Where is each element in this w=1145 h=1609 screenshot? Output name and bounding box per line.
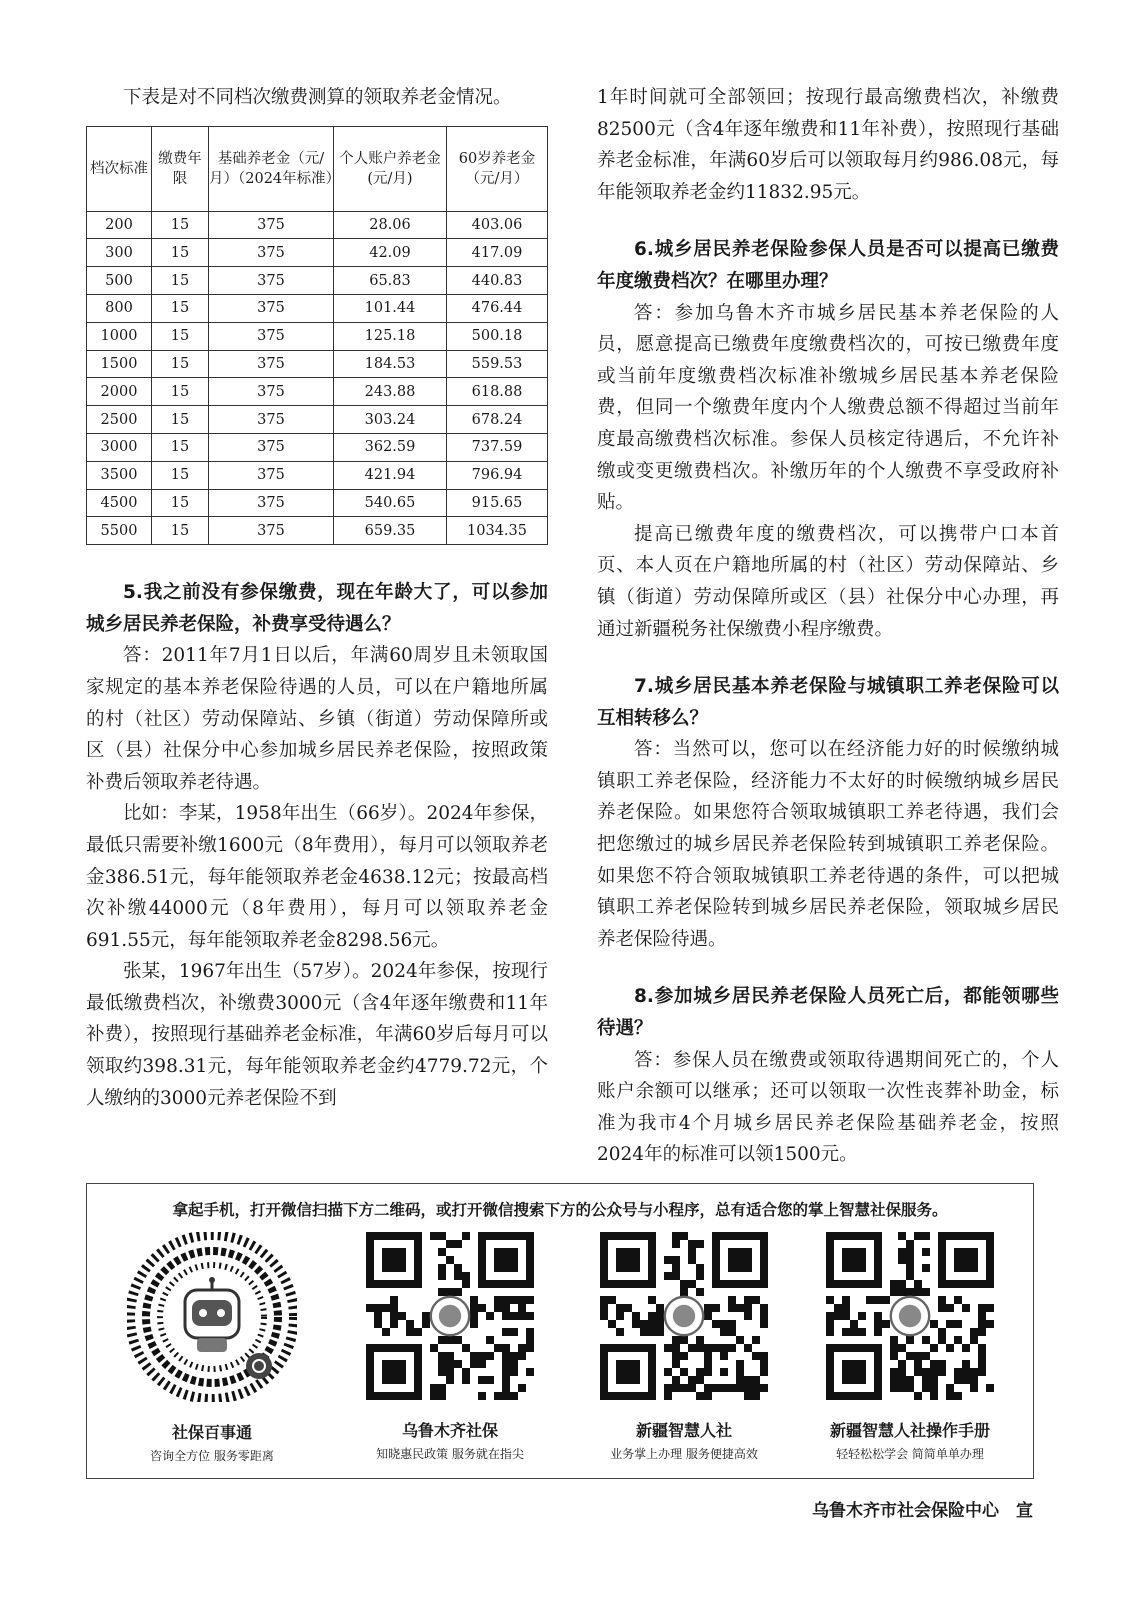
- qr-panel-title: 拿起手机，打开微信扫描下方二维码，或打开微信搜索下方的公众号与小程序，总有适合您的掌上智慧社保服务。: [172, 1201, 948, 1219]
- q7-answer: 答：当然可以，您可以在经济能力好的时候缴纳城镇职工养老保险，经济能力不太好的时候缴纳城乡居民养老保险。如果您符合领取城镇职工养老待遇，我们会把您缴过的城乡居民养老保险转到城镇职工养老保险。如果您不符合领取城镇职工养老待遇的条件，可以把城镇职工养老保险转到城乡居民养老保险，领取城乡居民养老保险待遇。: [597, 739, 1059, 950]
- table-cell: 375: [209, 406, 334, 434]
- table-cell: 403.06: [447, 211, 548, 239]
- table-cell: 375: [209, 322, 334, 350]
- table-row: [87, 489, 548, 517]
- pension-table: [86, 126, 548, 546]
- table-cell: 42.09: [334, 239, 447, 267]
- table-cell: 15: [152, 239, 209, 267]
- qr-subtitle: 轻轻松松学会 简简单单办理: [836, 1447, 984, 1461]
- table-row: [87, 406, 548, 434]
- table-cell: 375: [209, 461, 334, 489]
- table-row: [87, 239, 548, 267]
- table-cell: 15: [152, 406, 209, 434]
- table-cell: 2000: [87, 378, 152, 406]
- q6-answer: 答：参加乌鲁木齐市城乡居民基本养老保险的人员，愿意提高已缴费年度缴费档次的，可按已缴费年度或当前年度缴费档次标准补缴城乡居民基本养老保险费，但同一个缴费年度内个人缴费总额不得超过当前年度最高缴费档次标准。参保人员核定待遇后，不允许补缴或变更缴费档次。补缴历年的个人缴费不享受政府补贴。: [597, 302, 1059, 514]
- table-row: [87, 517, 548, 545]
- table-cell: 1034.35: [447, 517, 548, 545]
- q6-where: 提高已缴费年度的缴费档次，可以携带户口本首页、本人页在户籍地所属的村（社区）劳动保障站、乡镇（街道）劳动保障所或区（县）社保分中心办理，再通过新疆税务社保缴费小程序缴费。: [597, 523, 1059, 640]
- table-cell: 65.83: [334, 267, 447, 295]
- table-cell: 540.65: [334, 489, 447, 517]
- table-cell: 678.24: [447, 406, 548, 434]
- table-cell: 101.44: [334, 294, 447, 322]
- table-cell: 476.44: [447, 294, 548, 322]
- table-cell: 3500: [87, 461, 152, 489]
- table-cell: 303.24: [334, 406, 447, 434]
- q6-title: 6.城乡居民养老保险参保人员是否可以提高已缴费年度缴费档次？在哪里办理？: [597, 239, 1059, 292]
- table-cell: 4500: [87, 489, 152, 517]
- q5-title: 5.我之前没有参保缴费，现在年龄大了，可以参加城乡居民养老保险，补费享受待遇么？: [86, 582, 548, 635]
- table-cell: 500.18: [447, 322, 548, 350]
- table-cell: 15: [152, 461, 209, 489]
- table-row: [87, 267, 548, 295]
- q5-example-li: 比如：李某，1958年出生（66岁）。2024年参保，最低只需要补缴1600元（8年费用），每月可以领取养老金386.51元，每年能领取养老金4638.12元；按最高档次补缴44000元（8年费用），每月可以领取养老金691.55元，每年能领取养老金8298.56元。: [86, 803, 548, 951]
- qr-subtitle: 咨询全方位 服务零距离: [150, 1449, 274, 1463]
- q8-title: 8.参加城乡居民养老保险人员死亡后，都能领哪些待遇？: [597, 986, 1059, 1040]
- q8-answer: 答：参保人员在缴费或领取待遇期间死亡的，个人账户余额可以继承；还可以领取一次性丧葬补助金，标准为我市4个月城乡居民养老保险基础养老金，按照2024年的标准可以领1500元。: [597, 1049, 1059, 1166]
- header-basic-pension: 基础养老金（元/月）（2024年标准）: [209, 126, 334, 211]
- table-cell: 5500: [87, 517, 152, 545]
- header-years: 缴费年限: [152, 126, 209, 211]
- table-cell: 559.53: [447, 350, 548, 378]
- table-cell: 375: [209, 489, 334, 517]
- q5-answer: 答：2011年7月1日以后，年满60周岁且未领取国家规定的基本养老保险待遇的人员，可以在户籍地所属的村（社区）劳动保障站、乡镇（街道）劳动保障所或区（县）社保分中心参加城乡居民养老保险，按照政策补费后领取养老待遇。: [86, 645, 548, 793]
- qr-shebao-baishitong[interactable]: [97, 1232, 327, 1464]
- qr-subtitle: 业务掌上办理 服务便捷高效: [610, 1447, 758, 1461]
- table-cell: 375: [209, 267, 334, 295]
- mini-program-robot-icon: [127, 1232, 297, 1402]
- table-row: [87, 322, 548, 350]
- table-cell: 362.59: [334, 433, 447, 461]
- table-cell: 375: [209, 294, 334, 322]
- table-cell: 15: [152, 267, 209, 295]
- qr-name: 乌鲁木齐社保: [401, 1421, 498, 1440]
- table-cell: 3000: [87, 433, 152, 461]
- header-grade: 档次标准: [87, 126, 152, 211]
- header-total-pension: 60岁养老金（元/月）: [447, 126, 548, 211]
- q5-example-zhang: 张某，1967年出生（57岁）。2024年参保，按现行最低缴费档次，补缴费3000元（含4年逐年缴费和11年补费），按照现行基础养老金标准，年满60岁后每月可以领取约398.31元，每年能领取养老金约4779.72元，个人缴纳的3000元养老保险不到: [86, 961, 548, 1109]
- table-row: [87, 294, 548, 322]
- q7-title: 7.城乡居民基本养老保险与城镇职工养老保险可以互相转移么？: [597, 676, 1059, 729]
- table-cell: 15: [152, 433, 209, 461]
- qr-code-icon: [366, 1232, 534, 1400]
- table-cell: 243.88: [334, 378, 447, 406]
- qr-code-icon: [600, 1232, 768, 1400]
- table-cell: 125.18: [334, 322, 447, 350]
- table-cell: 375: [209, 517, 334, 545]
- table-cell: 184.53: [334, 350, 447, 378]
- left-column: [86, 82, 548, 1114]
- header-personal-account: 个人账户养老金(元/月): [334, 126, 447, 211]
- qr-name: 社保百事通: [171, 1423, 252, 1442]
- table-cell: 1000: [87, 322, 152, 350]
- table-cell: 2500: [87, 406, 152, 434]
- table-cell: 15: [152, 350, 209, 378]
- table-cell: 915.65: [447, 489, 548, 517]
- publisher-footer: 乌鲁木齐市社会保险中心 宣: [812, 1501, 1033, 1521]
- table-row: [87, 378, 548, 406]
- right-column: [597, 82, 1059, 1171]
- qr-subtitle: 知晓惠民政策 服务就在指尖: [376, 1447, 524, 1461]
- table-cell: 375: [209, 433, 334, 461]
- table-intro: 下表是对不同档次缴费测算的领取养老金情况。: [123, 87, 512, 108]
- qr-urumqi-shebao[interactable]: [335, 1232, 565, 1462]
- table-row: [87, 211, 548, 239]
- q5-continuation: 1年时间就可全部领回；按现行最高缴费档次，补缴费82500元（含4年逐年缴费和11年补费），按照现行基础养老金标准，年满60岁后可以领取每月约986.08元，每年能领取养老金约11832.95元。: [597, 87, 1059, 203]
- table-cell: 375: [209, 211, 334, 239]
- qr-name: 新疆智慧人社操作手册: [829, 1421, 990, 1440]
- table-cell: 15: [152, 489, 209, 517]
- table-cell: 618.88: [447, 378, 548, 406]
- qr-code-icon: [826, 1232, 994, 1400]
- qr-name: 新疆智慧人社: [635, 1421, 732, 1440]
- qr-xinjiang-zhihui-renshe[interactable]: [569, 1232, 799, 1462]
- table-cell: 796.94: [447, 461, 548, 489]
- table-cell: 28.06: [334, 211, 447, 239]
- table-cell: 300: [87, 239, 152, 267]
- table-cell: 440.83: [447, 267, 548, 295]
- table-cell: 15: [152, 294, 209, 322]
- table-cell: 200: [87, 211, 152, 239]
- table-cell: 1500: [87, 350, 152, 378]
- table-cell: 375: [209, 378, 334, 406]
- table-cell: 659.35: [334, 517, 447, 545]
- qr-code-panel: [86, 1183, 1034, 1479]
- qr-operation-manual[interactable]: [795, 1232, 1025, 1462]
- table-cell: 737.59: [447, 433, 548, 461]
- table-header-row: [87, 126, 548, 211]
- table-cell: 15: [152, 378, 209, 406]
- table-cell: 375: [209, 239, 334, 267]
- table-cell: 375: [209, 350, 334, 378]
- table-row: [87, 433, 548, 461]
- table-cell: 15: [152, 517, 209, 545]
- table-cell: 421.94: [334, 461, 447, 489]
- table-cell: 417.09: [447, 239, 548, 267]
- table-row: [87, 350, 548, 378]
- table-row: [87, 461, 548, 489]
- table-cell: 15: [152, 322, 209, 350]
- table-cell: 15: [152, 211, 209, 239]
- table-cell: 800: [87, 294, 152, 322]
- table-cell: 500: [87, 267, 152, 295]
